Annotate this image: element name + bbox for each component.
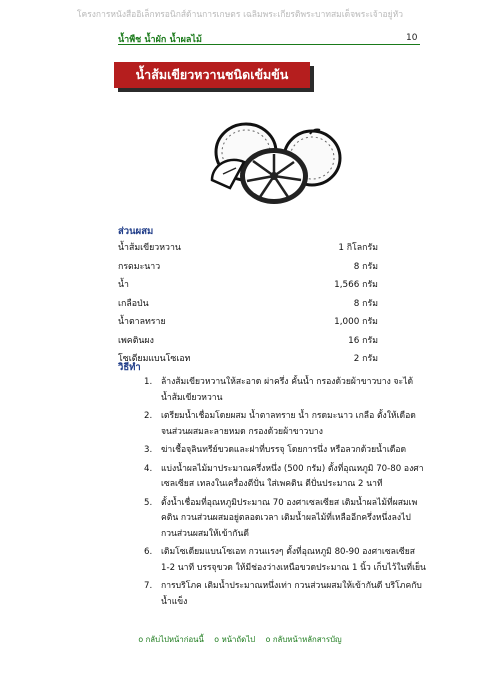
next-page-label: หน้าถัดไป bbox=[221, 635, 256, 644]
page-number: 10 bbox=[406, 33, 418, 43]
prev-page-label: กลับไปหน้าก่อนนี้ bbox=[145, 635, 204, 644]
step-number: 1. bbox=[144, 377, 153, 387]
ingredient-quantity: 1 กิโลกรัม bbox=[338, 243, 378, 253]
ingredient-name: เพคตินผง bbox=[118, 335, 154, 346]
method-step bbox=[144, 443, 426, 459]
step-text: เตรียมน้ำเชื่อมโดยผสม น้ำตาลทราย น้ำ กรดมะนาว เกลือ ตั้งให้เดือด จนส่วนผสมละลายหมด กรองด้วยผ้าขาวบาง bbox=[161, 411, 416, 437]
ingredient-row bbox=[118, 259, 378, 278]
ingredient-row bbox=[118, 296, 378, 315]
step-text: ล้างส้มเขียวหวานให้สะอาด ผ่าครึ่ง คั้นน้ำ กรองด้วยผ้าขาวบาง จะได้ น้ำส้มเขียวหวาน bbox=[161, 377, 414, 403]
ingredients-heading: ส่วนผสม bbox=[118, 226, 154, 237]
method-step bbox=[144, 409, 426, 440]
oranges-illustration-icon bbox=[190, 110, 350, 210]
bullet-icon: o bbox=[138, 635, 144, 644]
ingredient-row bbox=[118, 333, 378, 352]
toc-label: กลับหน้าหลักสารบัญ bbox=[272, 635, 342, 644]
ingredient-name: น้ำส้มเขียวหวาน bbox=[118, 243, 181, 253]
ingredient-name: กรดมะนาว bbox=[118, 261, 161, 272]
method-step bbox=[144, 462, 426, 493]
next-page-link[interactable] bbox=[214, 635, 255, 644]
method-step bbox=[144, 579, 426, 610]
ingredient-name: น้ำตาลทราย bbox=[118, 317, 166, 327]
ingredient-row bbox=[118, 314, 378, 333]
step-number: 4. bbox=[144, 463, 153, 474]
step-number: 3. bbox=[144, 445, 153, 455]
ingredient-name: เกลือป่น bbox=[118, 298, 149, 309]
method-steps bbox=[144, 375, 426, 613]
section-title: น้ำพืช น้ำผัก น้ำผลไม้ bbox=[118, 35, 202, 45]
method-step bbox=[144, 496, 426, 543]
ingredient-quantity: 2 กรัม bbox=[353, 354, 378, 364]
step-text: การบริโภค เติมน้ำประมาณหนึ่งเท่า กวนส่วนผสมให้เข้ากันดี บริโภคกับน้ำแข็ง bbox=[161, 581, 422, 607]
step-number: 7. bbox=[144, 581, 153, 591]
ingredient-name: โซเดียมแบนโซเอท bbox=[118, 354, 191, 364]
step-number: 2. bbox=[144, 411, 153, 421]
ingredient-quantity: 1,000 กรัม bbox=[334, 317, 378, 327]
toc-link[interactable] bbox=[266, 635, 342, 644]
method-step bbox=[144, 375, 426, 406]
ingredient-quantity: 16 กรัม bbox=[348, 335, 378, 346]
step-number: 6. bbox=[144, 547, 153, 557]
step-text: ตั้งน้ำเชื่อมที่อุณหภูมิประมาณ 70 องศาเซลเซียส เติมน้ำผลไม้ที่ผสมเพคติน กวนส่วนผสมอยู่ตลอดเวลา เติมน้ำผลไม้ที่เหลืออีกครึ่งหนึ่งลงไป กวนส่วนผสมให้เข้ากันดี bbox=[161, 497, 418, 539]
ingredients-list bbox=[118, 240, 378, 370]
watermark-text: โครงการหนังสืออิเล็กทรอนิกส์ด้านการเกษตร เฉลิมพระเกียรติพระบาทสมเด็จพระเจ้าอยู่หัว bbox=[76, 10, 404, 20]
footer-nav bbox=[0, 634, 480, 646]
recipe-title: น้ำส้มเขียวหวานชนิดเข้มข้น bbox=[135, 67, 289, 82]
ingredient-row bbox=[118, 277, 378, 296]
ingredient-row bbox=[118, 240, 378, 259]
prev-page-link[interactable] bbox=[138, 635, 204, 644]
ingredient-row bbox=[118, 351, 378, 370]
bullet-icon: o bbox=[265, 635, 271, 644]
method-heading: วิธีทำ bbox=[118, 362, 141, 373]
bullet-icon: o bbox=[214, 635, 220, 644]
step-text: ฆ่าเชื้อจุลินทรีย์ขวดและฝาที่บรรจุ โดยการนึ่ง หรือลวกด้วยน้ำเดือด bbox=[161, 445, 407, 455]
ingredient-quantity: 8 กรัม bbox=[353, 261, 378, 272]
method-step bbox=[144, 545, 426, 576]
step-number: 5. bbox=[144, 497, 153, 508]
ingredient-quantity: 1,566 กรัม bbox=[334, 280, 378, 290]
step-text: แบ่งน้ำผลไม้มาประมาณครึ่งหนึ่ง (500 กรัม) ตั้งที่อุณหภูมิ 70-80 องศาเซลเซียส เทลงในเครื่องตีปั่น ใส่เพคติน ตีปั่นประมาณ 2 นาที bbox=[161, 463, 424, 489]
step-text: เติมโซเดียมแบนโซเอท กวนแรงๆ ตั้งที่อุณหภูมิ 80-90 องศาเซลเซียส 1-2 นาที บรรจุขวด ให้มีช่องว่างเหนือขวดประมาณ 1 นิ้ว เก็บไว้ในที่เย็น bbox=[161, 547, 426, 573]
section-divider bbox=[118, 44, 420, 45]
ingredient-name: น้ำ bbox=[118, 280, 129, 290]
title-banner bbox=[114, 62, 310, 88]
ingredient-quantity: 8 กรัม bbox=[353, 298, 378, 309]
